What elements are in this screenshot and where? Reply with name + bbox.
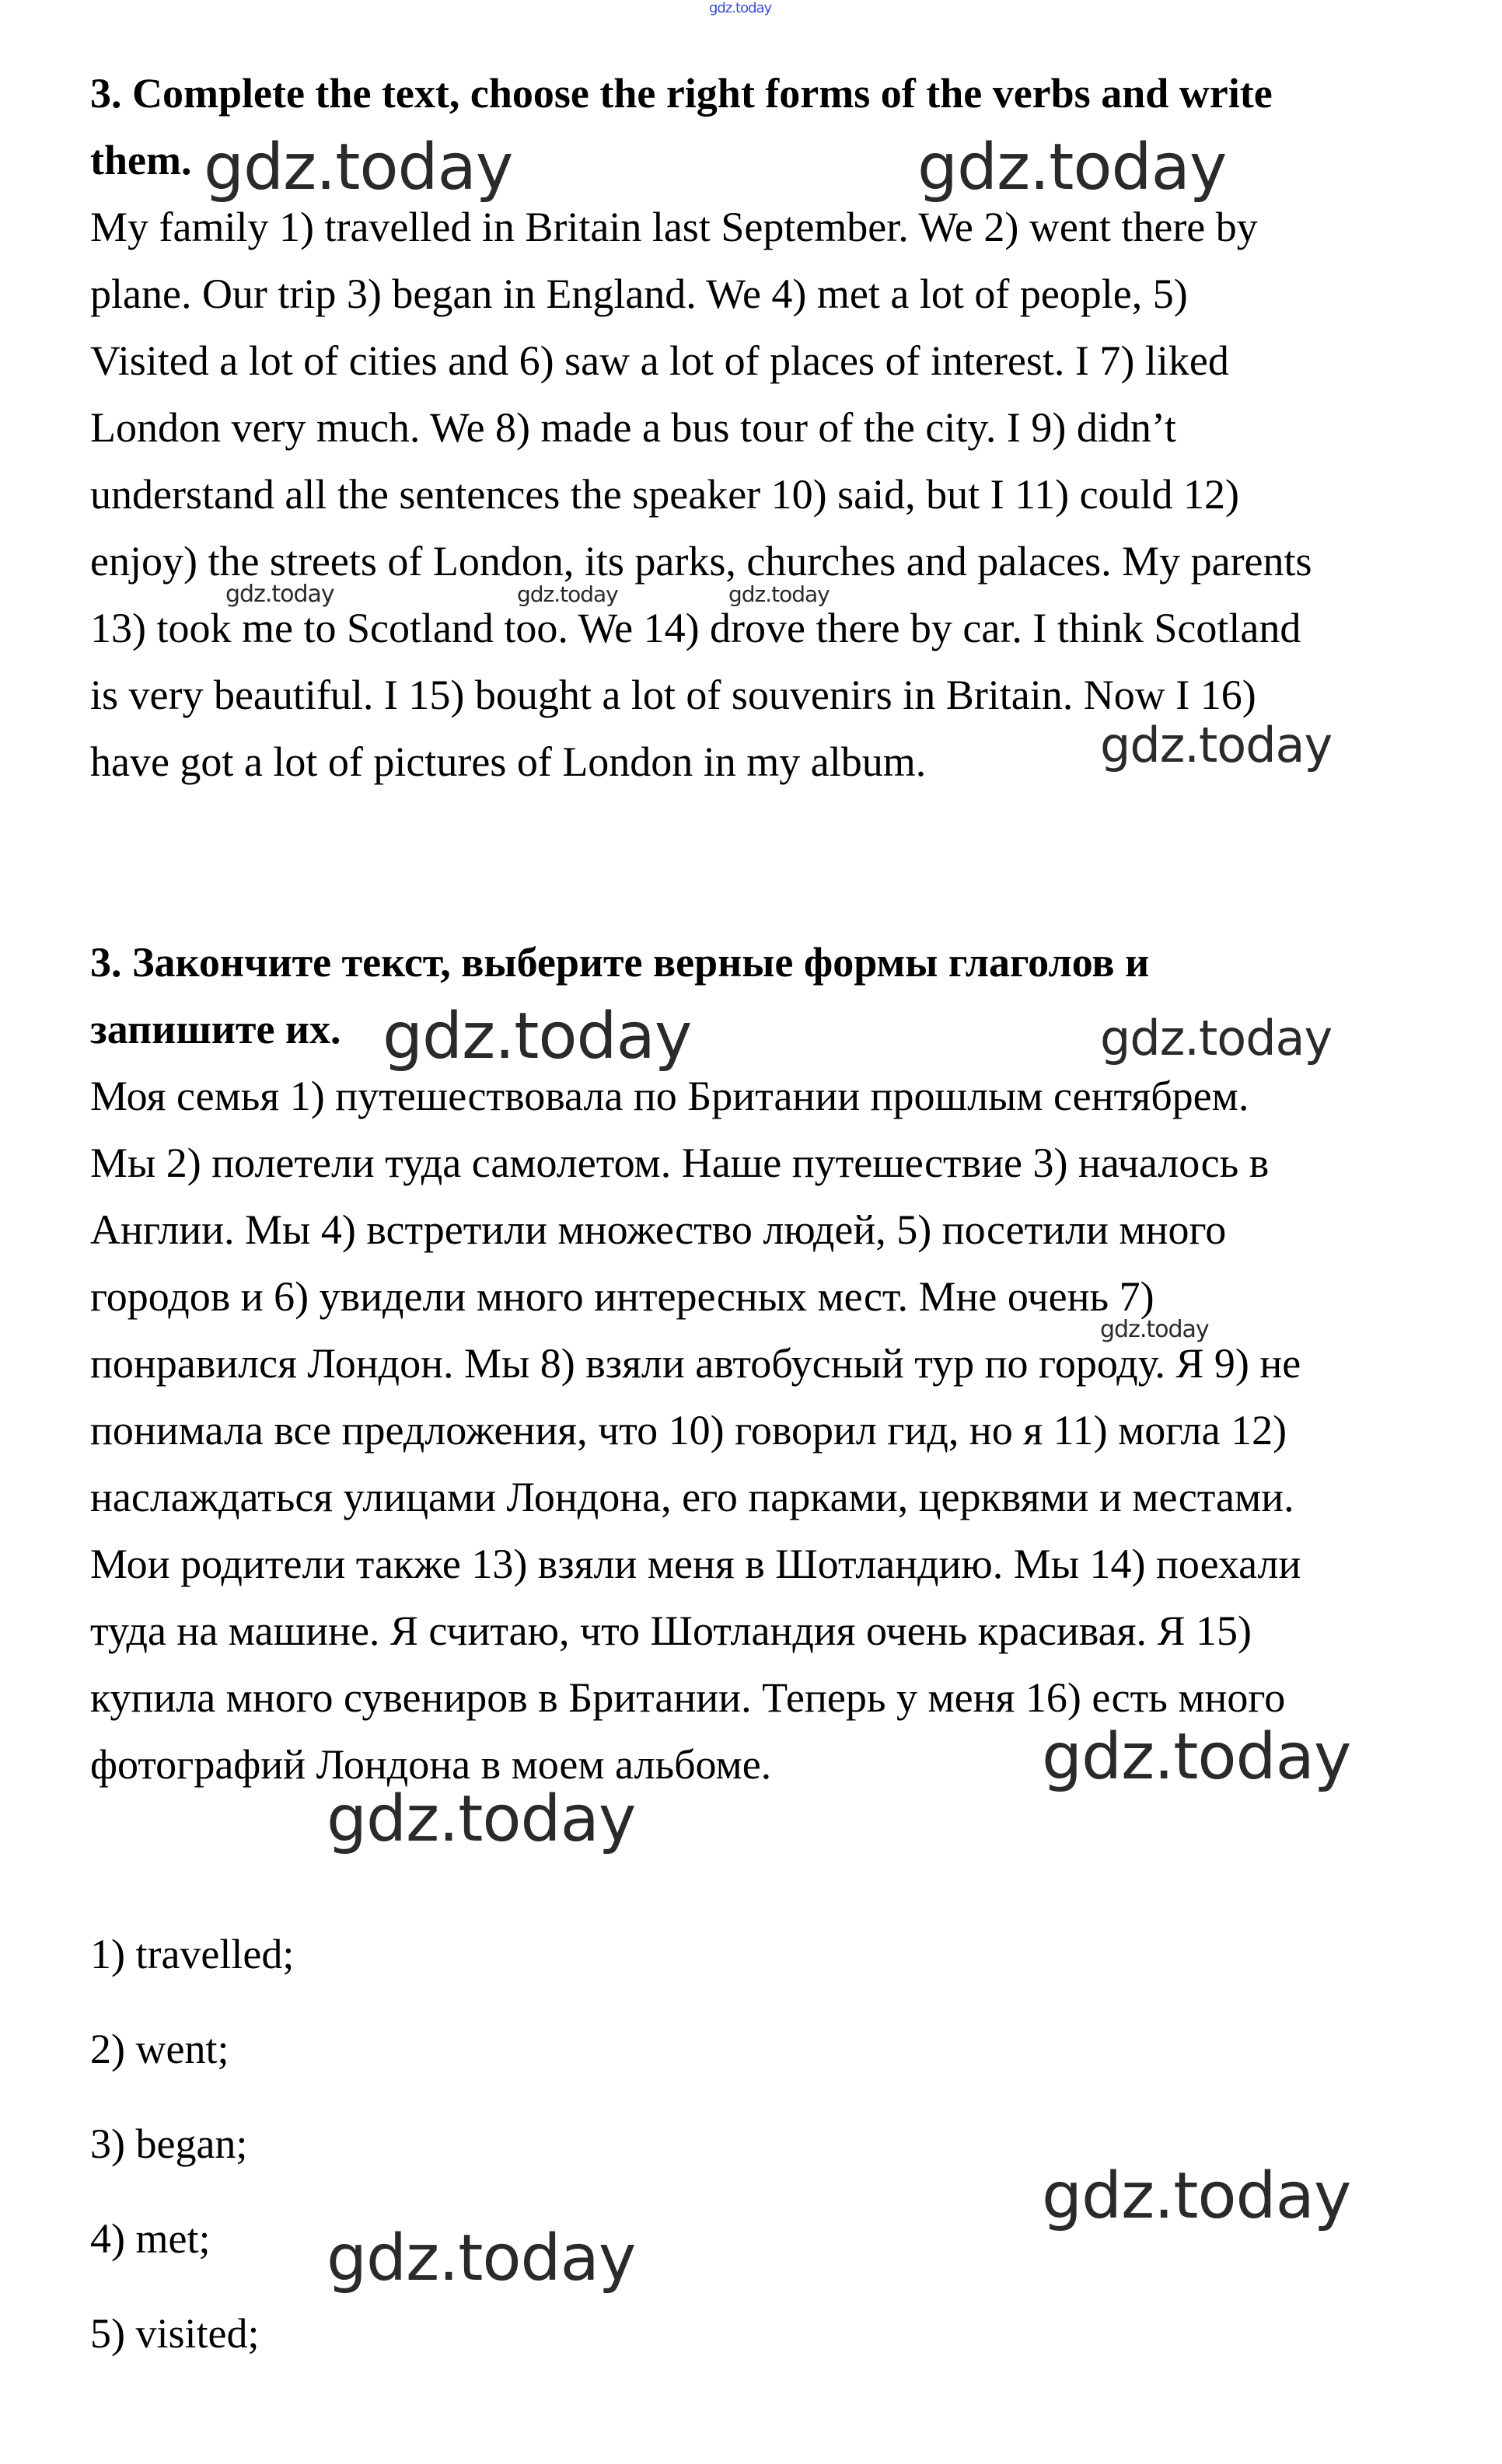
answer-item: 4) met; bbox=[90, 2215, 211, 2262]
watermark: gdz.today bbox=[327, 2221, 636, 2295]
text-line: understand all the sentences the speaker 10) said, but I 11) could 12) bbox=[90, 471, 1240, 518]
watermark: gdz.today bbox=[1100, 717, 1333, 773]
text-line: городов и 6) увидели много интересных мест. Мне очень 7) bbox=[90, 1273, 1154, 1320]
watermark: gdz.today bbox=[327, 1782, 636, 1856]
exercise-heading: them. bbox=[90, 137, 192, 183]
text-line: have got a lot of pictures of London in my album. bbox=[90, 738, 927, 785]
text-line: понимала все предложения, что 10) говорил гид, но я 11) могла 12) bbox=[90, 1407, 1287, 1454]
watermark: gdz.today bbox=[917, 131, 1227, 204]
watermark-top: gdz.today bbox=[709, 0, 772, 16]
text-line: Visited a lot of cities and 6) saw a lot of places of interest. I 7) liked bbox=[90, 337, 1229, 384]
text-line: Мы 2) полетели туда самолетом. Наше путешествие 3) началось в bbox=[90, 1140, 1270, 1186]
text-line: 13) took me to Scotland too. We 14) drove there by car. I think Scotland bbox=[90, 605, 1301, 651]
text-line: plane. Our trip 3) began in England. We 4) met a lot of people, 5) bbox=[90, 270, 1188, 317]
text-line: My family 1) travelled in Britain last September. We 2) went there by bbox=[90, 204, 1258, 250]
text-line: купила много сувениров в Британии. Теперь у меня 16) есть много bbox=[90, 1674, 1286, 1721]
watermark: gdz.today bbox=[1042, 1720, 1351, 1794]
text-line: Англии. Мы 4) встретили множество людей, 5) посетили много bbox=[90, 1206, 1227, 1253]
text-line: London very much. We 8) made a bus tour of the city. I 9) didn’t bbox=[90, 404, 1176, 451]
text-line: Моя семья 1) путешествовала по Британии прошлым сентябрем. bbox=[90, 1073, 1249, 1119]
answer-item: 5) visited; bbox=[90, 2310, 260, 2357]
text-line: фотографий Лондона в моем альбоме. bbox=[90, 1741, 772, 1788]
russian-exercise bbox=[90, 941, 1301, 1810]
watermark: gdz.today bbox=[382, 1000, 692, 1073]
text-line: наслаждаться улицами Лондона, его парками, церквями и местами. bbox=[90, 1474, 1294, 1520]
text-line: enjoy) the streets of London, its parks, churches and palaces. My parents bbox=[90, 538, 1312, 585]
answer-item: 1) travelled; bbox=[90, 1931, 295, 1977]
watermark: gdz.today bbox=[728, 581, 830, 607]
exercise-heading: 3. Complete the text, choose the right forms of the verbs and write bbox=[90, 70, 1273, 117]
text-line: Мои родители также 13) взяли меня в Шотландию. Мы 14) поехали bbox=[90, 1541, 1301, 1587]
text-line: is very beautiful. I 15) bought a lot of souvenirs in Britain. Now I 16) bbox=[90, 672, 1256, 718]
answer-item: 2) went; bbox=[90, 2026, 229, 2072]
text-line: туда на машине. Я считаю, что Шотландия очень красивая. Я 15) bbox=[90, 1607, 1252, 1654]
exercise-heading: запишите их. bbox=[90, 1006, 341, 1052]
watermark: gdz.today bbox=[225, 581, 334, 608]
watermark: gdz.today bbox=[517, 581, 618, 607]
watermark: gdz.today bbox=[1100, 1010, 1333, 1066]
answers-list bbox=[90, 1933, 294, 2407]
watermark: gdz.today bbox=[1100, 1316, 1209, 1343]
watermark: gdz.today bbox=[204, 131, 513, 204]
answer-item: 3) began; bbox=[90, 2120, 248, 2167]
text-line: понравился Лондон. Мы 8) взяли автобусный тур по городу. Я 9) не bbox=[90, 1340, 1301, 1387]
watermark: gdz.today bbox=[1042, 2159, 1351, 2233]
exercise-heading: 3. Закончите текст, выберите верные формы глаголов и bbox=[90, 939, 1150, 986]
